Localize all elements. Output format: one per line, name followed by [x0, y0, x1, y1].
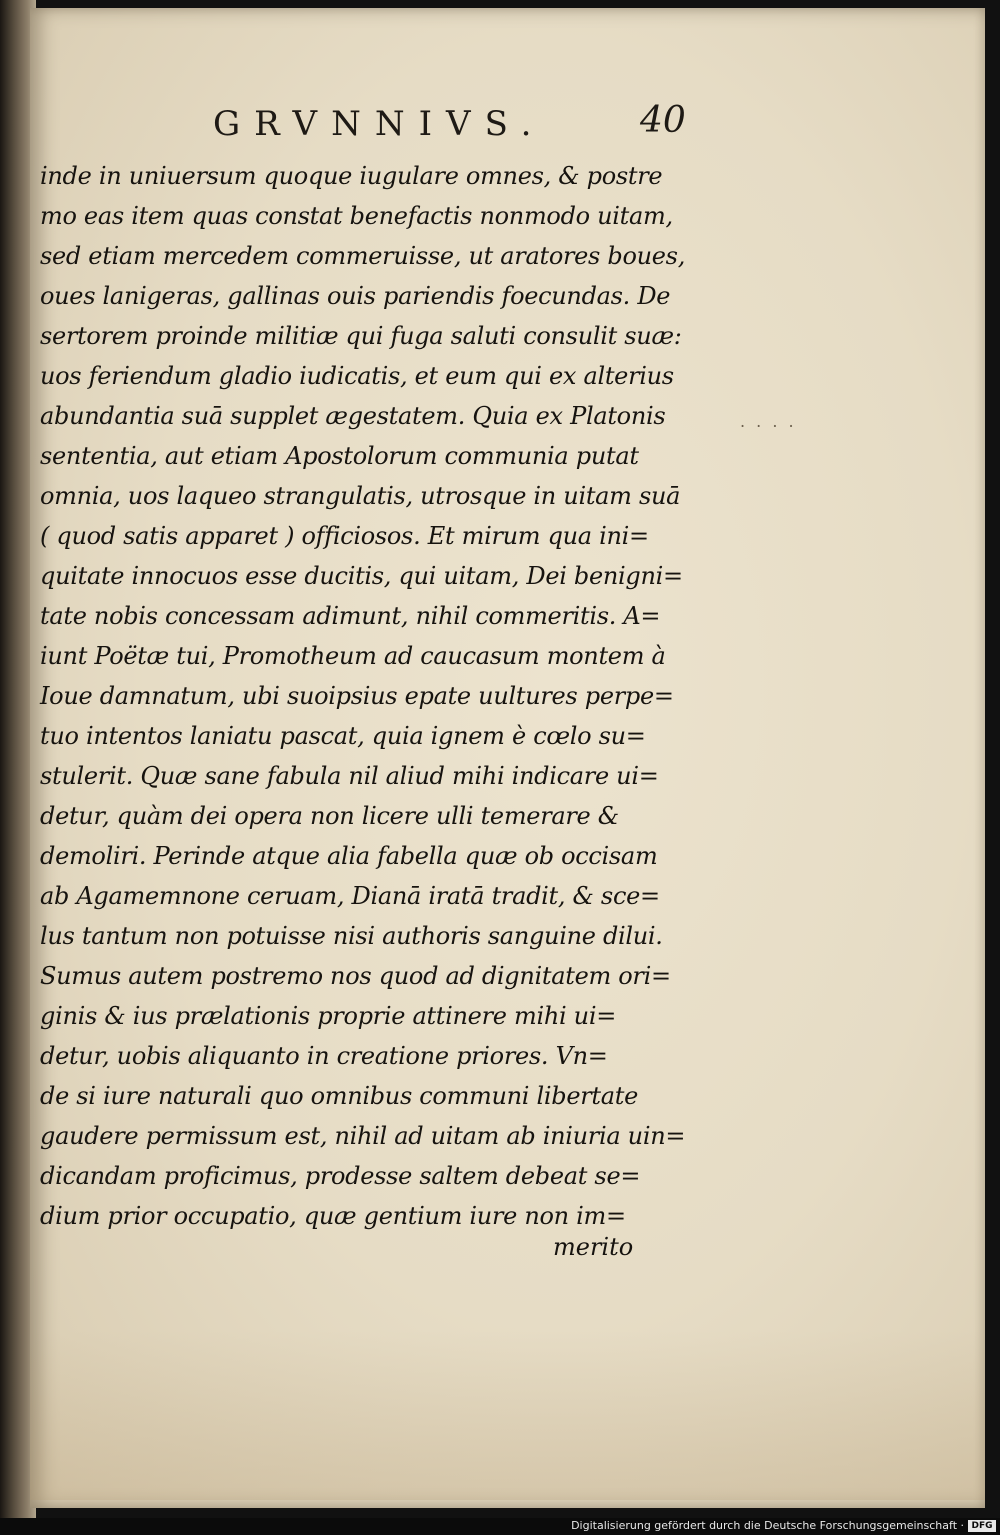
text-line: stulerit. Quæ sane fabula nil aliud mihi indicare ui= [40, 762, 659, 790]
text-line: ab Agamemnone ceruam, Dianā iratā tradit, & sce= [40, 882, 660, 910]
page-stain [30, 1330, 985, 1500]
text-line: mo eas item quas constat benefactis nonmodo uitam, [40, 202, 673, 230]
text-line: ( quod satis apparet ) officiosos. Et mirum qua ini= [40, 522, 649, 550]
catchword: merito [553, 1233, 634, 1261]
text-line: tate nobis concessam adimunt, nihil commeritis. A= [40, 602, 661, 630]
running-head: GRVNNIVS. [213, 104, 546, 144]
text-line: sertorem proinde militiæ qui fuga saluti consulit suæ: [40, 322, 682, 350]
text-line: dium prior occupatio, quæ gentium iure non im= [40, 1202, 626, 1230]
text-line: omnia, uos laqueo strangulatis, utrosque in uitam suā [40, 482, 681, 510]
text-line: ginis & ius prælationis proprie attinere mihi ui= [40, 1002, 617, 1030]
text-line: uos feriendum gladio iudicatis, et eum qui ex alterius [40, 362, 674, 390]
text-line: de si iure naturali quo omnibus communi libertate [40, 1082, 639, 1110]
dfg-logo: DFG [968, 1520, 996, 1532]
text-line: quitate innocuos esse ducitis, qui uitam, Dei benigni= [40, 562, 683, 590]
footer-credit: Digitalisierung gefördert durch die Deutsche Forschungsgemeinschaft · [571, 1519, 964, 1532]
text-line: detur, uobis aliquanto in creatione priores. Vn= [40, 1042, 608, 1070]
margin-mark: . . . . [740, 412, 797, 431]
text-line: gaudere permissum est, nihil ad uitam ab iniuria uin= [40, 1122, 686, 1150]
text-line: oues lanigeras, gallinas ouis pariendis foecundas. De [40, 282, 671, 310]
page-number: 40 [640, 100, 686, 141]
text-line: abundantia suā supplet ægestatem. Quia ex Platonis [40, 402, 666, 430]
text-line: detur, quàm dei opera non licere ulli temerare & [40, 802, 619, 830]
text-line: tuo intentos laniatu pascat, quia ignem è cœlo su= [40, 722, 646, 750]
text-line: iunt Poëtæ tui, Promotheum ad caucasum montem à [40, 642, 666, 670]
text-line: demoliri. Perinde atque alia fabella quæ ob occisam [40, 842, 658, 870]
text-line: dicandam proficimus, prodesse saltem debeat se= [40, 1162, 641, 1190]
text-block [40, 156, 690, 1236]
text-line: lus tantum non potuisse nisi authoris sanguine dilui. [40, 922, 663, 950]
text-line: Ioue damnatum, ubi suoipsius epate uultures perpe= [40, 682, 674, 710]
text-line: Sumus autem postremo nos quod ad dignitatem ori= [40, 962, 671, 990]
text-line: sententia, aut etiam Apostolorum communia putat [40, 442, 639, 470]
text-line: inde in uniuersum quoque iugulare omnes, & postre [40, 162, 663, 190]
text-line: sed etiam mercedem commeruisse, ut aratores boues, [40, 242, 686, 270]
